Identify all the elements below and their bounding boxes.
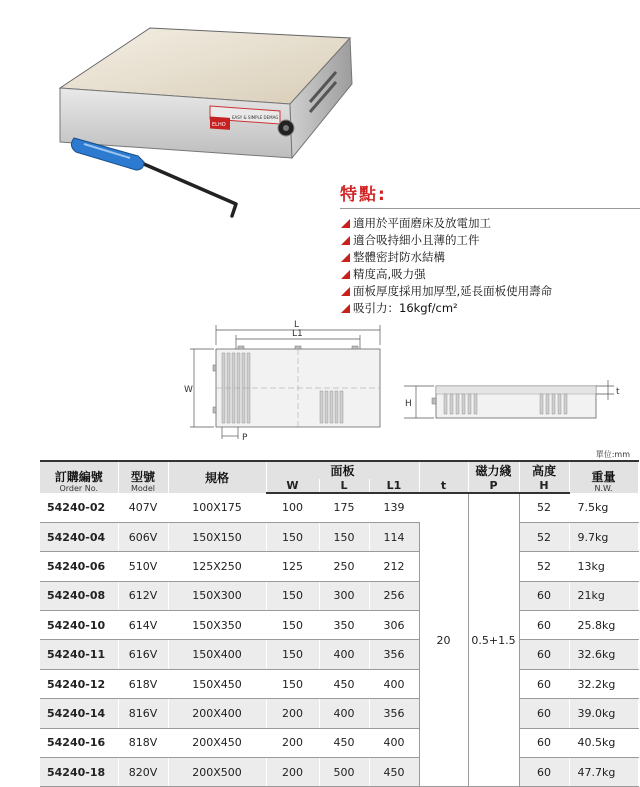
cell-H: 52 bbox=[519, 522, 569, 551]
col-spec: 規格 bbox=[168, 461, 266, 493]
cell-L1: 450 bbox=[369, 758, 419, 787]
col-t: t bbox=[419, 479, 468, 493]
feature-item: 適合吸持細小且薄的工件 bbox=[340, 232, 640, 249]
magnetic-chuck-illustration bbox=[60, 20, 360, 230]
col-height: 高度 bbox=[519, 461, 569, 479]
cell-L1: 356 bbox=[369, 699, 419, 728]
feature-item: 適用於平面磨床及放電加工 bbox=[340, 215, 640, 232]
cell-model: 407V bbox=[118, 493, 168, 522]
cell-spec: 200X500 bbox=[168, 758, 266, 787]
cell-H: 60 bbox=[519, 699, 569, 728]
cell-W: 200 bbox=[266, 758, 319, 787]
cell-weight: 47.7kg bbox=[569, 758, 638, 787]
cell-weight: 39.0kg bbox=[569, 699, 638, 728]
col-L: L bbox=[319, 479, 369, 493]
cell-L: 400 bbox=[319, 640, 369, 669]
col-W: W bbox=[266, 479, 319, 493]
cell-L1: 306 bbox=[369, 611, 419, 640]
col-weight bbox=[569, 461, 638, 493]
cell-L: 450 bbox=[319, 728, 369, 757]
cell-spec: 150X150 bbox=[168, 522, 266, 551]
cell-model: 510V bbox=[118, 552, 168, 581]
cell-L: 250 bbox=[319, 552, 369, 581]
table-row bbox=[40, 522, 638, 551]
cell-W: 200 bbox=[266, 728, 319, 757]
top-view-diagram bbox=[180, 315, 390, 445]
cell-H: 60 bbox=[519, 669, 569, 698]
cell-order-no: 54240-18 bbox=[40, 758, 118, 787]
cell-order-no: 54240-02 bbox=[40, 493, 118, 522]
cell-H: 60 bbox=[519, 758, 569, 787]
features-list bbox=[340, 215, 640, 317]
product-brand: ELHO bbox=[212, 122, 226, 128]
cell-order-no: 54240-04 bbox=[40, 522, 118, 551]
col-order-no bbox=[40, 461, 118, 493]
cell-spec: 150X400 bbox=[168, 640, 266, 669]
col-model-sublabel: Model bbox=[130, 484, 156, 493]
cell-model: 606V bbox=[118, 522, 168, 551]
cell-H: 60 bbox=[519, 640, 569, 669]
cell-W: 150 bbox=[266, 611, 319, 640]
col-L1: L1 bbox=[369, 479, 419, 493]
cell-W: 150 bbox=[266, 640, 319, 669]
product-plate-text: EASY & SIMPLE DEMAG bbox=[232, 115, 279, 120]
cell-weight: 13kg bbox=[569, 552, 638, 581]
cell-W: 150 bbox=[266, 522, 319, 551]
table-row bbox=[40, 699, 638, 728]
feature-item: 面板厚度採用加厚型,延長面板使用壽命 bbox=[340, 283, 640, 300]
cell-model: 616V bbox=[118, 640, 168, 669]
col-model bbox=[118, 461, 168, 493]
cell-spec: 150X350 bbox=[168, 611, 266, 640]
cell-order-no: 54240-08 bbox=[40, 581, 118, 610]
cell-L1: 400 bbox=[369, 669, 419, 698]
feature-item: 精度高,吸力强 bbox=[340, 266, 640, 283]
col-order-no-label: 訂購編號 bbox=[54, 470, 103, 484]
cell-W: 150 bbox=[266, 669, 319, 698]
feature-item: 吸引力：16kgf/cm² bbox=[340, 300, 640, 317]
cell-order-no: 54240-14 bbox=[40, 699, 118, 728]
cell-weight: 25.8kg bbox=[569, 611, 638, 640]
table-row bbox=[40, 611, 638, 640]
side-view-diagram bbox=[400, 378, 632, 428]
unit-label: 單位:mm bbox=[595, 450, 630, 459]
cell-weight: 21kg bbox=[569, 581, 638, 610]
cell-weight: 32.2kg bbox=[569, 669, 638, 698]
cell-H: 60 bbox=[519, 611, 569, 640]
cell-L: 175 bbox=[319, 493, 369, 522]
cell-L1: 256 bbox=[369, 581, 419, 610]
col-panel: 面板 bbox=[266, 461, 419, 479]
cell-L: 350 bbox=[319, 611, 369, 640]
cell-W: 125 bbox=[266, 552, 319, 581]
cell-L: 400 bbox=[319, 699, 369, 728]
table-row bbox=[40, 581, 638, 610]
col-t-group bbox=[419, 461, 468, 479]
table-row bbox=[40, 640, 638, 669]
cell-weight: 40.5kg bbox=[569, 728, 638, 757]
features-section bbox=[340, 180, 640, 317]
cell-order-no: 54240-12 bbox=[40, 669, 118, 698]
cell-H: 52 bbox=[519, 493, 569, 522]
cell-spec: 100X175 bbox=[168, 493, 266, 522]
cell-L: 450 bbox=[319, 669, 369, 698]
spec-table bbox=[40, 460, 639, 787]
cell-L1: 400 bbox=[369, 728, 419, 757]
dim-W-label: W bbox=[184, 385, 193, 395]
features-divider bbox=[340, 208, 640, 209]
dim-P-label: P bbox=[242, 433, 248, 443]
col-H: H bbox=[519, 479, 569, 493]
table-header-row bbox=[40, 461, 638, 479]
table-row bbox=[40, 758, 638, 787]
cell-L1: 114 bbox=[369, 522, 419, 551]
cell-weight: 32.6kg bbox=[569, 640, 638, 669]
cell-weight: 9.7kg bbox=[569, 522, 638, 551]
cell-weight: 7.5kg bbox=[569, 493, 638, 522]
cell-L: 300 bbox=[319, 581, 369, 610]
cell-model: 618V bbox=[118, 669, 168, 698]
cell-L1: 356 bbox=[369, 640, 419, 669]
cell-model: 820V bbox=[118, 758, 168, 787]
cell-model: 612V bbox=[118, 581, 168, 610]
cell-L: 500 bbox=[319, 758, 369, 787]
cell-t-shared: 20 bbox=[419, 493, 468, 787]
table-row bbox=[40, 728, 638, 757]
features-title: 特點: bbox=[340, 185, 387, 205]
feature-item: 整體密封防水結構 bbox=[340, 249, 640, 266]
col-weight-label: 重量 bbox=[591, 470, 616, 484]
cell-model: 816V bbox=[118, 699, 168, 728]
table-body bbox=[40, 493, 638, 787]
col-model-label: 型號 bbox=[130, 470, 155, 484]
dim-H-label: H bbox=[405, 399, 412, 409]
cell-L: 150 bbox=[319, 522, 369, 551]
cell-order-no: 54240-10 bbox=[40, 611, 118, 640]
cell-P-shared: 0.5+1.5 bbox=[468, 493, 519, 787]
cell-order-no: 54240-16 bbox=[40, 728, 118, 757]
cell-W: 100 bbox=[266, 493, 319, 522]
cell-order-no: 54240-11 bbox=[40, 640, 118, 669]
cell-L1: 139 bbox=[369, 493, 419, 522]
col-order-no-sublabel: Order No. bbox=[59, 484, 99, 493]
table-row bbox=[40, 493, 638, 522]
cell-H: 60 bbox=[519, 581, 569, 610]
cell-order-no: 54240-06 bbox=[40, 552, 118, 581]
dim-L-label: L bbox=[294, 320, 300, 330]
cell-model: 818V bbox=[118, 728, 168, 757]
cell-W: 150 bbox=[266, 581, 319, 610]
cell-spec: 200X450 bbox=[168, 728, 266, 757]
col-magnetic-line: 磁力綫 bbox=[468, 461, 519, 479]
cell-H: 60 bbox=[519, 728, 569, 757]
cell-H: 52 bbox=[519, 552, 569, 581]
cell-spec: 125X250 bbox=[168, 552, 266, 581]
col-P: P bbox=[468, 479, 519, 493]
cell-spec: 150X450 bbox=[168, 669, 266, 698]
table-row bbox=[40, 552, 638, 581]
cell-L1: 212 bbox=[369, 552, 419, 581]
cell-W: 200 bbox=[266, 699, 319, 728]
dim-L1-label: L1 bbox=[292, 329, 303, 339]
table-row bbox=[40, 669, 638, 698]
dim-t-label: t bbox=[616, 387, 620, 397]
col-weight-sublabel: N.W. bbox=[594, 484, 613, 493]
cell-model: 614V bbox=[118, 611, 168, 640]
cell-spec: 200X400 bbox=[168, 699, 266, 728]
cell-spec: 150X300 bbox=[168, 581, 266, 610]
